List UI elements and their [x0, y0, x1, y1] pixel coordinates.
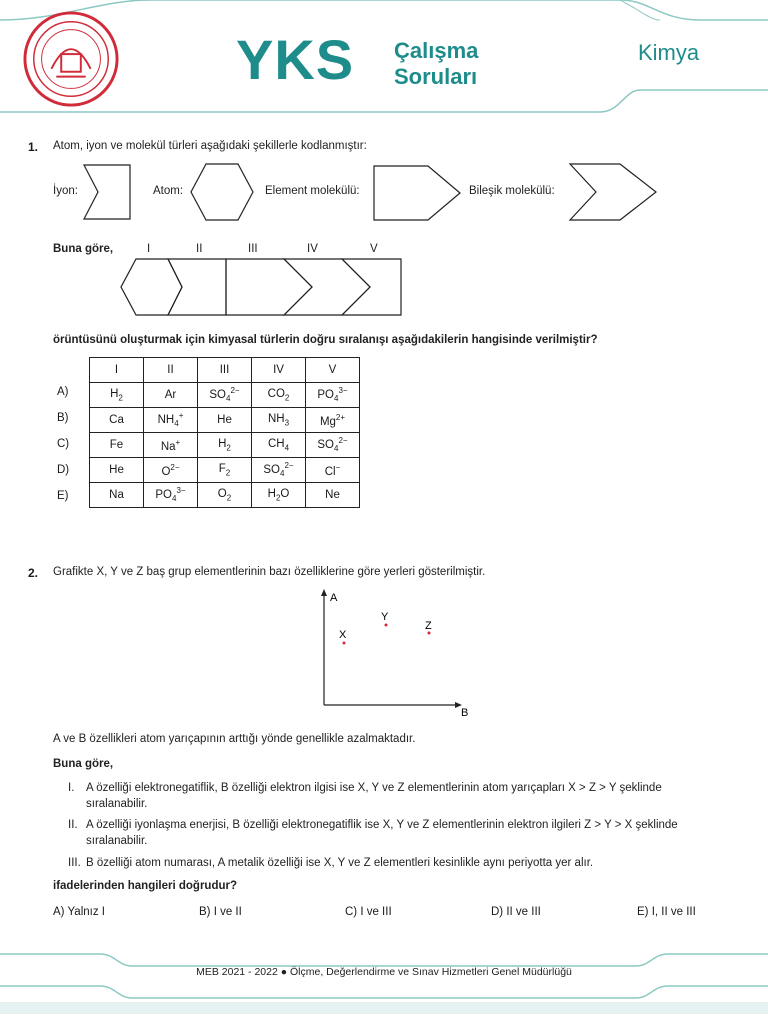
statement-1-line2: sıralanabilir.: [86, 798, 148, 810]
point-x-label: X: [339, 629, 347, 641]
answer-d[interactable]: D) II ve III: [491, 906, 541, 918]
pattern-figure: [0, 255, 768, 319]
brand-subtitle: [394, 38, 478, 90]
option-letter[interactable]: A): [57, 386, 69, 398]
question-2-note: A ve B özellikleri atom yarıçapının arttığı yönde genellikle azalmaktadır.: [53, 733, 416, 745]
x-axis-label: B: [461, 707, 469, 719]
legend-atom-label: Atom:: [153, 185, 184, 197]
statement-2-line2: sıralanabilir.: [86, 835, 148, 847]
question-1-intro: Atom, iyon ve molekül türleri aşağıdaki şekillerle kodlanmıştır:: [53, 140, 367, 152]
subtitle-line-1: Çalışma: [394, 38, 479, 63]
question-1-stem: örüntüsünü oluşturmak için kimyasal türlerin doğru sıralanışı aşağıdakilerin hangisinde verilmiştir?: [53, 334, 598, 346]
ion-shape-icon: [84, 165, 130, 219]
point-z: [428, 632, 431, 635]
statement-2-number: II.: [68, 819, 78, 831]
point-y-label: Y: [381, 611, 389, 623]
table-header-cell: IV: [252, 358, 306, 383]
table-cell: $CH_4$: [252, 433, 306, 458]
point-z-label: Z: [425, 620, 432, 632]
table-cell: $PO_4^{3-}$: [306, 383, 360, 408]
table-cell: $SO_4^{2-}$: [306, 433, 360, 458]
table-cell: Cl−: [306, 458, 360, 483]
table-header-cell: II: [144, 358, 198, 383]
pattern-label-4: IV: [307, 243, 318, 255]
question-2-number: 2.: [28, 566, 39, 580]
table-cell: $H_2$: [198, 433, 252, 458]
table-cell: $Mg^{2+}$: [306, 408, 360, 433]
legend-ion-label: İyon:: [53, 185, 78, 197]
table-header-cell: V: [306, 358, 360, 383]
table-cell: Na+: [144, 433, 198, 458]
element-molecule-shape-icon: [374, 166, 460, 220]
table-cell: Na: [90, 483, 144, 508]
answer-e[interactable]: E) I, II ve III: [637, 906, 696, 918]
ministry-seal-icon: [22, 10, 120, 108]
table-cell: Ar: [144, 383, 198, 408]
table-cell: $F_2$: [198, 458, 252, 483]
table-row: [90, 483, 360, 508]
atom-shape-icon: [191, 164, 253, 220]
table-cell: $SO_4^{2-}$: [198, 383, 252, 408]
table-cell: Ca: [90, 408, 144, 433]
table-header-cell: III: [198, 358, 252, 383]
table-cell: $NH_3$: [252, 408, 306, 433]
point-x: [343, 642, 346, 645]
option-letter[interactable]: B): [57, 412, 69, 424]
table-cell: Fe: [90, 433, 144, 458]
footer-text: MEB 2021 - 2022 ● Ölçme, Değerlendirme ve Sınav Hizmetleri Genel Müdürlüğü: [196, 966, 572, 978]
table-cell: He: [198, 408, 252, 433]
option-letter[interactable]: E): [57, 490, 69, 502]
table-cell: $H_2$: [90, 383, 144, 408]
brand-title: YKS: [236, 28, 355, 91]
table-row: [90, 408, 360, 433]
q1-buna-gore: Buna göre,: [53, 243, 114, 255]
table-cell: $PO_4^{3-}$: [144, 483, 198, 508]
answer-a[interactable]: A) Yalnız I: [53, 906, 105, 918]
question-1-number: 1.: [28, 140, 39, 154]
option-letter[interactable]: D): [57, 464, 70, 476]
point-y: [385, 624, 388, 627]
property-graph: [300, 585, 480, 720]
options-table: [89, 357, 360, 508]
statement-3-number: III.: [68, 857, 81, 869]
table-header-row: [90, 358, 360, 383]
pattern-label-1: I: [147, 243, 151, 255]
table-cell: $O^{2-}$: [144, 458, 198, 483]
statement-3-line1: B özelliği atom numarası, A metalik özelliği ise X, Y ve Z elementleri kesinlikle aynı periyotta yer alır.: [86, 857, 594, 869]
table-row: [90, 458, 360, 483]
q2-buna-gore: Buna göre,: [53, 758, 114, 770]
subject-label: Kimya: [638, 40, 700, 65]
table-row: [90, 433, 360, 458]
statement-2-line1: A özelliği iyonlaşma enerjisi, B özelliği elektronegatiflik ise X, Y ve Z elementlerinin elektron ilgileri Z > Y > X şeklinde: [86, 819, 678, 831]
subtitle-line-2: Soruları: [394, 64, 478, 89]
table-cell: He: [90, 458, 144, 483]
table-cell: $SO_4^{2-}$: [252, 458, 306, 483]
question-2-ask: ifadelerinden hangileri doğrudur?: [53, 880, 238, 892]
table-cell: $NH_4^+$: [144, 408, 198, 433]
statement-1-line1: A özelliği elektronegatiflik, B özelliği elektron ilgisi ise X, Y ve Z elementlerinin atom yarıçapları X > Z > Y şeklinde: [86, 782, 662, 794]
pattern-label-3: III: [248, 243, 258, 255]
pattern-label-2: II: [196, 243, 203, 255]
legend-shapes: [0, 160, 768, 224]
option-letter[interactable]: C): [57, 438, 70, 450]
statement-1-number: I.: [68, 782, 75, 794]
legend-compound-molecule-label: Bileşik molekülü:: [469, 185, 555, 197]
compound-molecule-shape-icon: [570, 164, 656, 220]
table-cell: $CO_2$: [252, 383, 306, 408]
legend-element-molecule-label: Element molekülü:: [265, 185, 360, 197]
table-header-cell: I: [90, 358, 144, 383]
question-2-intro: Grafikte X, Y ve Z baş grup elementlerinin bazı özelliklerine göre yerleri gösterilmiştir.: [53, 566, 486, 578]
table-cell: $H_2O$: [252, 483, 306, 508]
answer-b[interactable]: B) I ve II: [199, 906, 242, 918]
table-cell: $O_2$: [198, 483, 252, 508]
footer-frame: [0, 940, 768, 1024]
answer-c[interactable]: C) I ve III: [345, 906, 392, 918]
table-row: [90, 383, 360, 408]
pattern-label-5: V: [370, 243, 378, 255]
table-cell: Ne: [306, 483, 360, 508]
y-axis-label: A: [330, 592, 338, 604]
